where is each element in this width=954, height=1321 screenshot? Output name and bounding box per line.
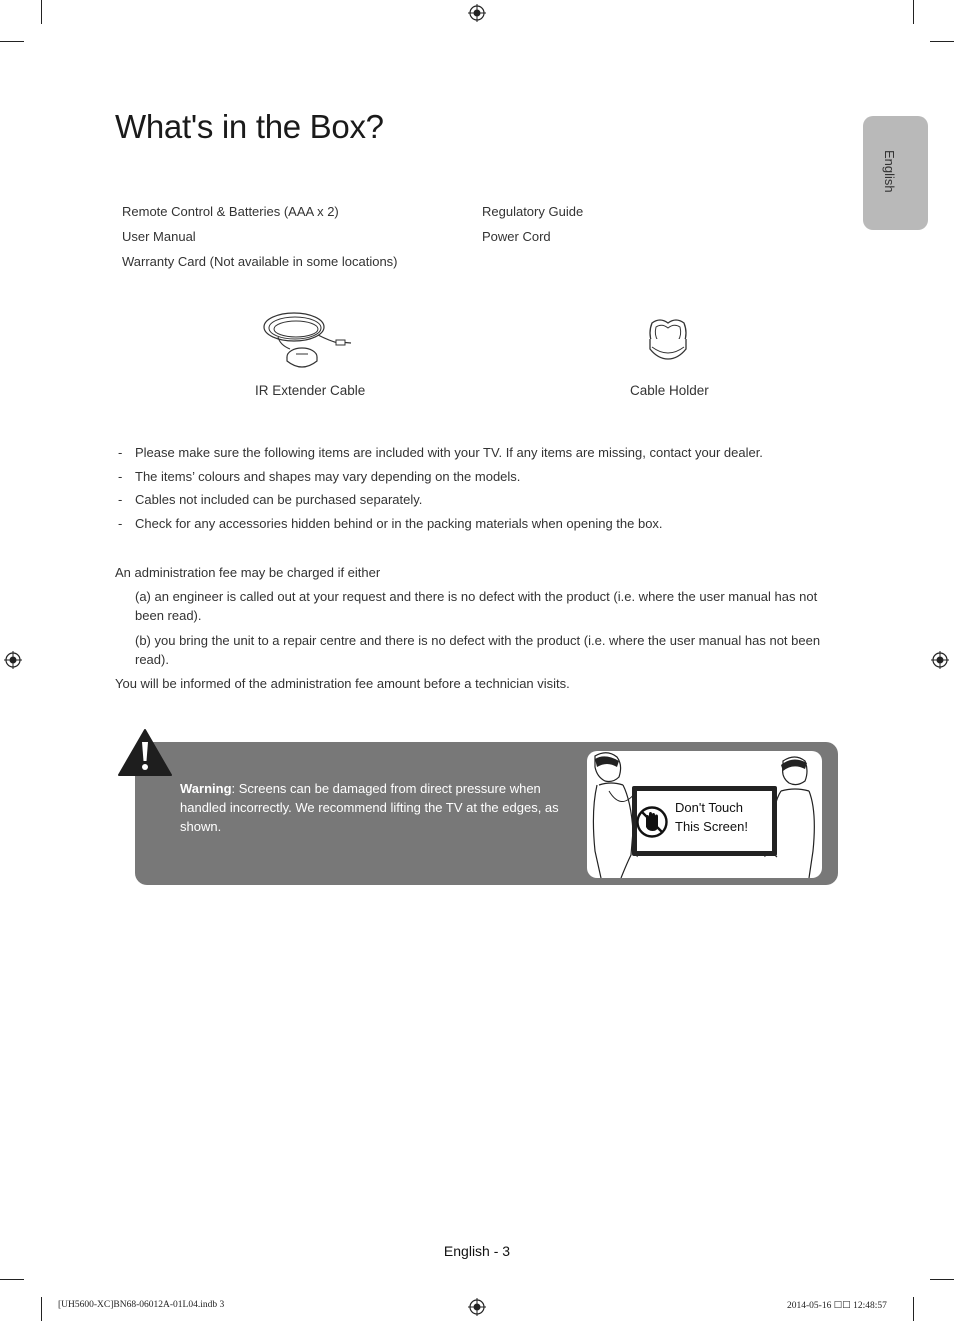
box-item: User Manual: [122, 229, 196, 244]
note-item: - Check for any accessories hidden behind or in the packing materials when opening the box.: [118, 516, 663, 531]
registration-target-icon: [4, 651, 22, 669]
crop-mark: [41, 0, 42, 24]
note-text: Please make sure the following items are included with your TV. If any items are missing, contact your dealer.: [135, 445, 763, 460]
accessory-caption: Cable Holder: [630, 383, 709, 398]
note-text: Check for any accessories hidden behind or in the packing materials when opening the box.: [135, 516, 663, 531]
ir-extender-cable-illustration: [258, 305, 354, 375]
note-item: - Please make sure the following items are included with your TV. If any items are missing, contact your dealer.: [118, 445, 763, 460]
note-item: - Cables not included can be purchased separately.: [118, 492, 423, 507]
language-tab-label: English: [882, 150, 897, 193]
registration-target-icon: [468, 4, 486, 22]
accessory-caption: IR Extender Cable: [255, 383, 366, 398]
warning-text: [180, 779, 570, 836]
crop-mark: [41, 1297, 42, 1321]
dont-touch-line1: Don't Touch: [675, 800, 744, 815]
page-title: What's in the Box?: [115, 108, 384, 145]
box-item: Power Cord: [482, 229, 551, 244]
admin-fee-condition-b: (b) you bring the unit to a repair centre and there is no defect with the product (i.e. where the user manual has not been read).: [135, 633, 821, 667]
no-touch-hand-icon: [636, 806, 668, 838]
registration-target-icon: [931, 651, 949, 669]
dont-touch-line2: This Screen!: [675, 819, 748, 834]
page-number: English - 3: [443, 1243, 511, 1259]
crop-mark: [930, 1279, 954, 1280]
crop-mark: [0, 41, 24, 42]
box-item: Regulatory Guide: [482, 204, 584, 219]
crop-mark: [930, 41, 954, 42]
admin-fee-condition-a: (a) an engineer is called out at your request and there is no defect with the product (i.e. where the user manual has not been read).: [135, 589, 818, 623]
print-slug-timestamp: 2014-05-16 ☐☐ 12:48:57: [787, 1301, 887, 1311]
box-item: Warranty Card (Not available in some locations): [122, 254, 398, 269]
admin-fee-intro: An administration fee may be charged if either: [115, 565, 381, 580]
dont-touch-label: [675, 798, 748, 836]
registration-target-icon: [468, 1298, 486, 1316]
crop-mark: [913, 0, 914, 24]
admin-fee-closing: You will be informed of the administration fee amount before a technician visits.: [115, 676, 570, 691]
language-tab: [863, 116, 928, 230]
note-item: - The items’ colours and shapes may vary depending on the models.: [118, 469, 521, 484]
note-text: Cables not included can be purchased separately.: [135, 492, 423, 507]
warning-triangle-icon: [117, 728, 173, 778]
warning-label: Warning: [180, 781, 232, 796]
crop-mark: [913, 1297, 914, 1321]
cable-holder-illustration: [644, 315, 692, 361]
print-slug-file: [UH5600-XC]BN68-06012A-01L04.indb 3: [58, 1300, 225, 1310]
warning-body: : Screens can be damaged from direct pressure when handled incorrectly. We recommend lifting the TV at the edges, as shown.: [180, 781, 559, 834]
note-text: The items’ colours and shapes may vary depending on the models.: [135, 469, 521, 484]
crop-mark: [0, 1279, 24, 1280]
box-item: Remote Control & Batteries (AAA x 2): [122, 204, 339, 219]
